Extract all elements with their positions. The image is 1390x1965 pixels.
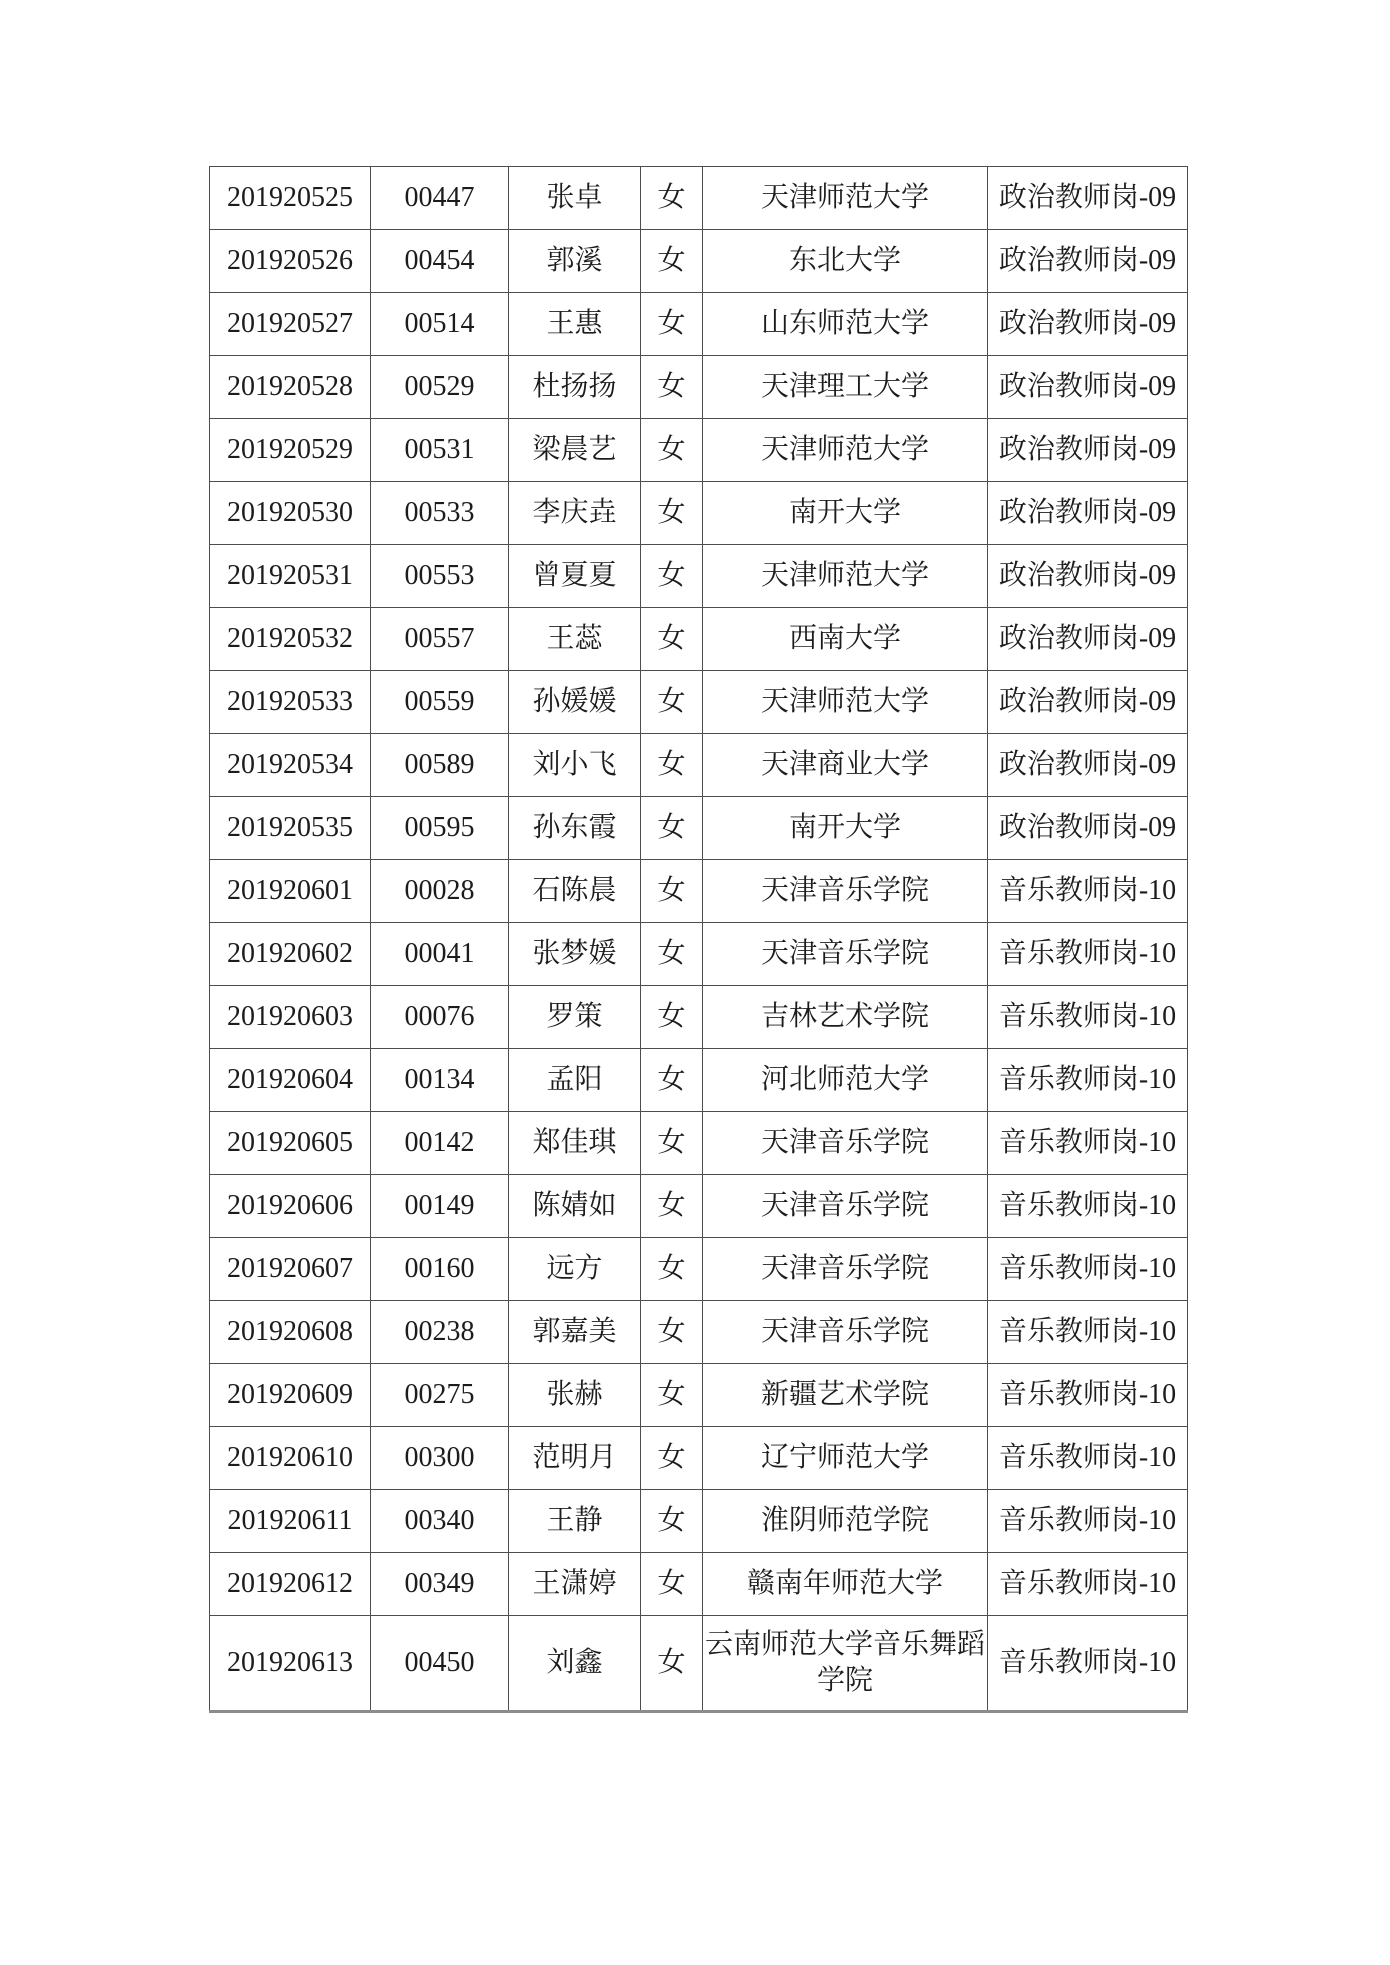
- cell-name: 孙东霞: [509, 797, 641, 860]
- cell-gender: 女: [641, 482, 703, 545]
- cell-position: 政治教师岗-09: [988, 356, 1188, 419]
- cell-exam-id: 201920604: [210, 1049, 371, 1112]
- cell-gender: 女: [641, 230, 703, 293]
- table-row: [210, 1175, 1188, 1238]
- cell-exam-id: 201920607: [210, 1238, 371, 1301]
- cell-position: 音乐教师岗-10: [988, 923, 1188, 986]
- table-row: [210, 545, 1188, 608]
- cell-position: 音乐教师岗-10: [988, 1301, 1188, 1364]
- cell-name: 张赫: [509, 1364, 641, 1427]
- cell-school: 新疆艺术学院: [703, 1364, 988, 1427]
- cell-school: 天津理工大学: [703, 356, 988, 419]
- cell-seat-no: 00514: [371, 293, 509, 356]
- cell-seat-no: 00553: [371, 545, 509, 608]
- cell-school: 辽宁师范大学: [703, 1427, 988, 1490]
- cell-seat-no: 00028: [371, 860, 509, 923]
- table-row: [210, 734, 1188, 797]
- cell-name: 郭溪: [509, 230, 641, 293]
- cell-name: 陈婧如: [509, 1175, 641, 1238]
- cell-gender: 女: [641, 1112, 703, 1175]
- cell-exam-id: 201920535: [210, 797, 371, 860]
- cell-name: 远方: [509, 1238, 641, 1301]
- cell-gender: 女: [641, 1553, 703, 1616]
- table-row: [210, 1364, 1188, 1427]
- cell-seat-no: 00134: [371, 1049, 509, 1112]
- cell-exam-id: 201920608: [210, 1301, 371, 1364]
- cell-gender: 女: [641, 1364, 703, 1427]
- cell-gender: 女: [641, 608, 703, 671]
- cell-position: 音乐教师岗-10: [988, 1049, 1188, 1112]
- cell-name: 梁晨艺: [509, 419, 641, 482]
- cell-gender: 女: [641, 986, 703, 1049]
- cell-school: 天津音乐学院: [703, 1112, 988, 1175]
- cell-exam-id: 201920601: [210, 860, 371, 923]
- candidates-table: [209, 166, 1188, 1713]
- table-row: [210, 1490, 1188, 1553]
- cell-position: 政治教师岗-09: [988, 482, 1188, 545]
- cell-exam-id: 201920527: [210, 293, 371, 356]
- cell-school: 淮阴师范学院: [703, 1490, 988, 1553]
- table-row: [210, 1301, 1188, 1364]
- cell-school: 河北师范大学: [703, 1049, 988, 1112]
- cell-seat-no: 00454: [371, 230, 509, 293]
- table-row: [210, 230, 1188, 293]
- table-row: [210, 1112, 1188, 1175]
- cell-name: 王潇婷: [509, 1553, 641, 1616]
- cell-seat-no: 00149: [371, 1175, 509, 1238]
- cell-position: 音乐教师岗-10: [988, 860, 1188, 923]
- cell-position: 音乐教师岗-10: [988, 1490, 1188, 1553]
- cell-exam-id: 201920613: [210, 1616, 371, 1712]
- cell-exam-id: 201920610: [210, 1427, 371, 1490]
- cell-position: 音乐教师岗-10: [988, 1553, 1188, 1616]
- cell-position: 政治教师岗-09: [988, 167, 1188, 230]
- cell-exam-id: 201920605: [210, 1112, 371, 1175]
- cell-gender: 女: [641, 419, 703, 482]
- cell-exam-id: 201920534: [210, 734, 371, 797]
- cell-seat-no: 00531: [371, 419, 509, 482]
- cell-position: 政治教师岗-09: [988, 419, 1188, 482]
- cell-position: 音乐教师岗-10: [988, 986, 1188, 1049]
- cell-name: 刘鑫: [509, 1616, 641, 1712]
- table-row: [210, 797, 1188, 860]
- cell-exam-id: 201920612: [210, 1553, 371, 1616]
- table-row: [210, 356, 1188, 419]
- cell-seat-no: 00559: [371, 671, 509, 734]
- table-row: [210, 923, 1188, 986]
- cell-name: 孙媛媛: [509, 671, 641, 734]
- cell-school: 天津音乐学院: [703, 860, 988, 923]
- cell-seat-no: 00160: [371, 1238, 509, 1301]
- cell-seat-no: 00595: [371, 797, 509, 860]
- table-row: [210, 608, 1188, 671]
- cell-school: 天津师范大学: [703, 671, 988, 734]
- table-row: [210, 167, 1188, 230]
- table-row: [210, 986, 1188, 1049]
- cell-gender: 女: [641, 293, 703, 356]
- cell-name: 张卓: [509, 167, 641, 230]
- cell-position: 政治教师岗-09: [988, 797, 1188, 860]
- cell-school: 天津音乐学院: [703, 1175, 988, 1238]
- cell-position: 音乐教师岗-10: [988, 1238, 1188, 1301]
- cell-exam-id: 201920603: [210, 986, 371, 1049]
- cell-name: 罗策: [509, 986, 641, 1049]
- cell-school: 南开大学: [703, 797, 988, 860]
- cell-gender: 女: [641, 1049, 703, 1112]
- cell-seat-no: 00238: [371, 1301, 509, 1364]
- cell-position: 音乐教师岗-10: [988, 1364, 1188, 1427]
- table-row: [210, 1553, 1188, 1616]
- cell-name: 范明月: [509, 1427, 641, 1490]
- cell-position: 政治教师岗-09: [988, 608, 1188, 671]
- table-body: [210, 167, 1188, 1712]
- cell-seat-no: 00275: [371, 1364, 509, 1427]
- cell-position: 音乐教师岗-10: [988, 1427, 1188, 1490]
- cell-exam-id: 201920530: [210, 482, 371, 545]
- cell-exam-id: 201920611: [210, 1490, 371, 1553]
- cell-name: 王蕊: [509, 608, 641, 671]
- cell-exam-id: 201920609: [210, 1364, 371, 1427]
- cell-exam-id: 201920525: [210, 167, 371, 230]
- cell-seat-no: 00557: [371, 608, 509, 671]
- cell-name: 孟阳: [509, 1049, 641, 1112]
- cell-name: 张梦媛: [509, 923, 641, 986]
- cell-position: 音乐教师岗-10: [988, 1175, 1188, 1238]
- table-row: [210, 1049, 1188, 1112]
- cell-exam-id: 201920532: [210, 608, 371, 671]
- cell-school: 天津师范大学: [703, 419, 988, 482]
- table-row: [210, 671, 1188, 734]
- cell-exam-id: 201920526: [210, 230, 371, 293]
- cell-school: 天津商业大学: [703, 734, 988, 797]
- cell-gender: 女: [641, 1238, 703, 1301]
- cell-seat-no: 00450: [371, 1616, 509, 1712]
- cell-gender: 女: [641, 923, 703, 986]
- cell-name: 曾夏夏: [509, 545, 641, 608]
- cell-school: 天津师范大学: [703, 545, 988, 608]
- cell-name: 刘小飞: [509, 734, 641, 797]
- table-row: [210, 482, 1188, 545]
- cell-seat-no: 00589: [371, 734, 509, 797]
- cell-seat-no: 00142: [371, 1112, 509, 1175]
- cell-seat-no: 00533: [371, 482, 509, 545]
- cell-gender: 女: [641, 545, 703, 608]
- table-row: [210, 860, 1188, 923]
- cell-name: 王惠: [509, 293, 641, 356]
- cell-seat-no: 00349: [371, 1553, 509, 1616]
- cell-gender: 女: [641, 167, 703, 230]
- cell-school: 东北大学: [703, 230, 988, 293]
- cell-school: 南开大学: [703, 482, 988, 545]
- cell-position: 政治教师岗-09: [988, 671, 1188, 734]
- cell-exam-id: 201920531: [210, 545, 371, 608]
- cell-gender: 女: [641, 1616, 703, 1712]
- cell-exam-id: 201920529: [210, 419, 371, 482]
- cell-position: 政治教师岗-09: [988, 734, 1188, 797]
- cell-name: 郭嘉美: [509, 1301, 641, 1364]
- cell-school: 天津音乐学院: [703, 1301, 988, 1364]
- cell-school: 赣南年师范大学: [703, 1553, 988, 1616]
- cell-position: 政治教师岗-09: [988, 230, 1188, 293]
- cell-gender: 女: [641, 1301, 703, 1364]
- table-row: [210, 293, 1188, 356]
- cell-gender: 女: [641, 671, 703, 734]
- cell-seat-no: 00076: [371, 986, 509, 1049]
- cell-gender: 女: [641, 356, 703, 419]
- cell-school: 吉林艺术学院: [703, 986, 988, 1049]
- cell-school: 西南大学: [703, 608, 988, 671]
- cell-exam-id: 201920528: [210, 356, 371, 419]
- cell-gender: 女: [641, 1427, 703, 1490]
- cell-gender: 女: [641, 1175, 703, 1238]
- cell-position: 政治教师岗-09: [988, 293, 1188, 356]
- cell-name: 石陈晨: [509, 860, 641, 923]
- cell-name: 郑佳琪: [509, 1112, 641, 1175]
- cell-position: 音乐教师岗-10: [988, 1616, 1188, 1712]
- cell-school: 天津音乐学院: [703, 923, 988, 986]
- cell-seat-no: 00340: [371, 1490, 509, 1553]
- cell-exam-id: 201920606: [210, 1175, 371, 1238]
- cell-name: 李庆垚: [509, 482, 641, 545]
- cell-school: 天津师范大学: [703, 167, 988, 230]
- cell-school: 天津音乐学院: [703, 1238, 988, 1301]
- cell-school: 山东师范大学: [703, 293, 988, 356]
- cell-name: 王静: [509, 1490, 641, 1553]
- cell-seat-no: 00447: [371, 167, 509, 230]
- cell-position: 政治教师岗-09: [988, 545, 1188, 608]
- cell-seat-no: 00300: [371, 1427, 509, 1490]
- table-row: [210, 1616, 1188, 1712]
- cell-gender: 女: [641, 734, 703, 797]
- table-row: [210, 419, 1188, 482]
- cell-school: 云南师范大学音乐舞蹈学院: [703, 1616, 988, 1712]
- cell-name: 杜扬扬: [509, 356, 641, 419]
- cell-gender: 女: [641, 860, 703, 923]
- cell-gender: 女: [641, 797, 703, 860]
- cell-exam-id: 201920533: [210, 671, 371, 734]
- cell-seat-no: 00041: [371, 923, 509, 986]
- cell-seat-no: 00529: [371, 356, 509, 419]
- cell-gender: 女: [641, 1490, 703, 1553]
- table-row: [210, 1238, 1188, 1301]
- cell-position: 音乐教师岗-10: [988, 1112, 1188, 1175]
- cell-exam-id: 201920602: [210, 923, 371, 986]
- table-row: [210, 1427, 1188, 1490]
